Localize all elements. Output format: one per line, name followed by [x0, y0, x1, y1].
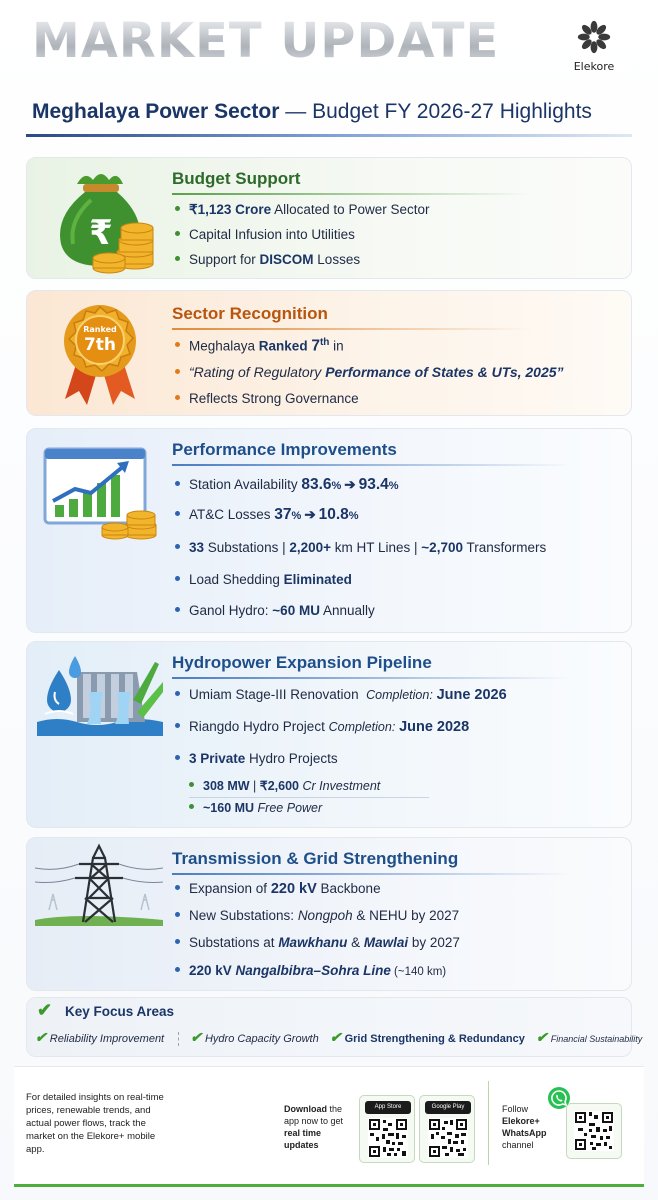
whatsapp-qr-button[interactable] — [566, 1103, 622, 1159]
list-item — [175, 227, 355, 242]
project-name: Riangdo Hydro Project — [189, 719, 325, 734]
transmission-title: Transmission & Grid Strengthening — [172, 849, 459, 868]
section-transmission — [26, 837, 632, 991]
focus-item: Reliability Improvement — [49, 1033, 165, 1045]
list-item — [175, 751, 338, 766]
perf-text-bold: ~60 MU — [272, 603, 320, 618]
svg-text:₹: ₹ — [89, 213, 113, 253]
perf-text: Load Shedding — [189, 572, 284, 587]
bullet-dot — [175, 369, 180, 374]
bullet-dot — [189, 782, 194, 787]
header — [0, 0, 658, 90]
right-arrow-icon: ➔ — [304, 507, 316, 522]
list-item — [175, 881, 381, 897]
follow-post: channel — [502, 1140, 534, 1150]
list-item — [189, 778, 380, 793]
list-item — [189, 801, 322, 815]
google-play-badge: Google Play — [425, 1101, 471, 1114]
download-bold: real time updates — [284, 1128, 322, 1150]
growth-chart-icon — [41, 445, 161, 541]
list-item — [175, 572, 352, 587]
app-store-badge: App Store — [365, 1101, 411, 1114]
bullet-dot — [175, 885, 180, 890]
list-item — [175, 476, 399, 494]
focus-items — [35, 1029, 642, 1046]
section-sector-recognition — [26, 290, 632, 416]
follow-pre: Follow — [502, 1104, 529, 1114]
trans-text: New Substations: — [189, 908, 298, 923]
download-text — [284, 1103, 354, 1151]
bullet-dot — [175, 231, 180, 236]
list-item — [175, 540, 546, 555]
infra-text: km HT Lines | — [331, 540, 422, 555]
investment-value: ₹2,600 — [259, 779, 299, 793]
subtitle-bold: Meghalaya Power Sector — [32, 100, 280, 123]
rating-text-bold: Performance of States & UTs, 2025” — [325, 364, 564, 380]
separator-text: | — [249, 779, 260, 793]
check-icon: ✔ — [329, 1029, 342, 1045]
budget-amount: ₹1,123 Crore — [189, 202, 272, 217]
app-store-button[interactable] — [359, 1095, 415, 1163]
focus-item: Hydro Capacity Growth — [204, 1033, 319, 1045]
list-item — [175, 603, 375, 618]
bullet-dot — [175, 939, 180, 944]
private-count: 3 Private — [189, 751, 246, 766]
list-item — [175, 908, 459, 923]
bullet-dot — [175, 723, 180, 728]
section-performance — [26, 428, 632, 633]
line-length: (~140 km) — [390, 966, 447, 978]
perf-text-bold: Eliminated — [283, 572, 352, 587]
bullet-dot — [175, 691, 180, 696]
rank-number: 7 — [311, 337, 320, 355]
bullet-dot — [175, 481, 180, 486]
bullet-dot — [175, 967, 180, 972]
download-bold: Download — [284, 1104, 327, 1114]
rank-medal-icon — [55, 299, 145, 407]
focus-item: Financial Sustainability — [550, 1034, 643, 1044]
bullet-dot — [175, 342, 180, 347]
recognition-text: Meghalaya — [189, 338, 259, 354]
completion-date: June 2028 — [399, 719, 470, 735]
recognition-text: Reflects Strong Governance — [189, 391, 359, 406]
list-item — [175, 506, 359, 524]
follow-bold: Elekore+ WhatsApp — [502, 1116, 547, 1138]
metric-from: 83.6 — [301, 476, 332, 493]
metric-to: 10.8 — [318, 506, 349, 523]
metric-from: 37 — [274, 506, 292, 523]
money-bag-icon — [47, 166, 157, 274]
list-item — [175, 963, 446, 978]
badge-rank-text: 7th — [83, 335, 117, 355]
list-item — [175, 202, 429, 218]
badge-top-text: Ranked — [83, 325, 117, 334]
recognition-text-bold: Ranked — [258, 338, 308, 354]
qr-code-icon — [428, 1118, 468, 1158]
bullet-dot — [175, 912, 180, 917]
check-icon: ✔ — [37, 1000, 53, 1020]
infra-count: 33 — [189, 540, 205, 555]
budget-text: Capital Infusion into Utilities — [189, 227, 355, 242]
list-item — [175, 391, 359, 406]
footer-info-text: For detailed insights on real-time prices, renewable trends, and actual power flows, track the market on the Elekore+ mobile app. — [26, 1092, 164, 1155]
download-rest: the app now to get — [284, 1104, 344, 1126]
title-divider — [26, 134, 632, 137]
check-icon: ✔ — [35, 1029, 47, 1045]
focus-item: Grid Strengthening & Redundancy — [344, 1033, 525, 1045]
performance-title-rule — [172, 464, 572, 466]
qr-code-icon — [574, 1111, 614, 1151]
free-power-text: Free Power — [254, 801, 323, 815]
list-item — [175, 337, 344, 356]
rank-suffix: th — [319, 337, 330, 348]
banner-title: MARKET UPDATE — [32, 13, 500, 69]
budget-text: Support for — [189, 252, 260, 267]
metric-unit: % — [291, 510, 302, 522]
investment-text: Cr Investment — [298, 779, 381, 793]
brand-name: Elekore — [573, 60, 615, 73]
google-play-button[interactable] — [419, 1095, 475, 1163]
transmission-tower-icon — [35, 842, 163, 926]
transmission-title-rule — [172, 873, 572, 875]
performance-title: Performance Improvements — [172, 440, 397, 459]
location-name: Nongpoh — [297, 908, 353, 923]
bullet-dot — [175, 544, 180, 549]
bullet-dot — [175, 607, 180, 612]
bullet-dot — [175, 395, 180, 400]
budget-text: Allocated to Power Sector — [271, 202, 430, 217]
infra-count: ~2,700 — [421, 540, 463, 555]
recognition-text: in — [329, 338, 344, 354]
whatsapp-icon[interactable] — [548, 1087, 570, 1109]
section-hydropower — [26, 641, 632, 828]
voltage-value: 220 kV — [189, 963, 236, 978]
bottom-accent-bar — [14, 1184, 644, 1187]
bullet-dot — [175, 511, 180, 516]
infra-text: Transformers — [462, 540, 547, 555]
voltage-value: 220 kV — [270, 881, 317, 897]
bullet-dot — [175, 206, 180, 211]
completion-label: Completion: — [366, 688, 433, 702]
trans-text: & NEHU by 2027 — [352, 908, 460, 923]
bullet-dot — [175, 576, 180, 581]
hydro-title-rule — [172, 677, 572, 679]
list-item — [175, 252, 360, 267]
trans-text: Substations at — [189, 935, 279, 950]
budget-text-bold: DISCOM — [259, 252, 314, 267]
subtitle-rest: — Budget FY 2026-27 Highlights — [279, 100, 592, 123]
trans-text: Expansion of — [189, 881, 271, 896]
list-item — [175, 935, 460, 950]
budget-title: Budget Support — [172, 169, 301, 188]
private-text: Hydro Projects — [245, 751, 338, 766]
list-item — [175, 687, 507, 703]
bullet-dot — [175, 755, 180, 760]
page-subtitle — [32, 100, 592, 124]
footer — [14, 1066, 644, 1184]
hydro-dam-icon — [37, 652, 163, 736]
infra-count: 2,200+ — [289, 540, 332, 555]
recognition-title-rule — [172, 328, 532, 330]
metric-label: Station Availability — [189, 477, 302, 492]
focus-title: Key Focus Areas — [65, 1004, 175, 1019]
right-arrow-icon: ➔ — [344, 477, 356, 492]
perf-text: Annually — [319, 603, 375, 618]
capacity-value: 308 MW — [203, 779, 250, 793]
rating-text: “Rating of Regulatory — [189, 364, 326, 380]
bullet-dot — [189, 804, 194, 809]
footer-divider — [488, 1081, 489, 1165]
recognition-title: Sector Recognition — [172, 304, 328, 323]
completion-date: June 2026 — [436, 687, 507, 703]
list-item — [175, 364, 564, 380]
check-icon: ✔ — [535, 1029, 548, 1045]
project-name: Umiam Stage-III Renovation — [189, 687, 359, 702]
completion-label: Completion: — [328, 720, 396, 734]
location-name: Mawlai — [363, 935, 409, 950]
focus-separator — [178, 1032, 179, 1046]
qr-code-icon — [368, 1118, 408, 1158]
infra-text: Substations | — [204, 540, 290, 555]
budget-text: Losses — [313, 252, 361, 267]
budget-title-rule — [172, 193, 532, 195]
section-budget-support — [26, 157, 632, 279]
follow-text — [502, 1103, 562, 1151]
metric-unit: % — [348, 510, 359, 522]
metric-unit: % — [331, 480, 342, 492]
hydro-title: Hydropower Expansion Pipeline — [172, 653, 432, 672]
section-key-focus — [26, 997, 643, 1057]
bullet-dot — [175, 256, 180, 261]
location-name: Mawkhanu — [278, 935, 348, 950]
metric-label: AT&C Losses — [189, 507, 275, 522]
flower-logo-icon — [577, 20, 611, 54]
trans-text: by 2027 — [408, 935, 460, 950]
trans-text: & — [347, 935, 364, 950]
trans-text: Backbone — [316, 881, 381, 896]
perf-text: Ganol Hydro: — [189, 603, 273, 618]
free-power-value: ~160 MU — [203, 801, 255, 815]
metric-to: 93.4 — [358, 476, 389, 493]
list-item — [175, 719, 469, 735]
line-name: Nangalbibra–Sohra Line — [235, 963, 391, 978]
metric-unit: % — [388, 480, 399, 492]
sub-divider — [189, 797, 429, 798]
brand-logo[interactable] — [572, 20, 616, 73]
check-icon: ✔ — [190, 1029, 202, 1045]
